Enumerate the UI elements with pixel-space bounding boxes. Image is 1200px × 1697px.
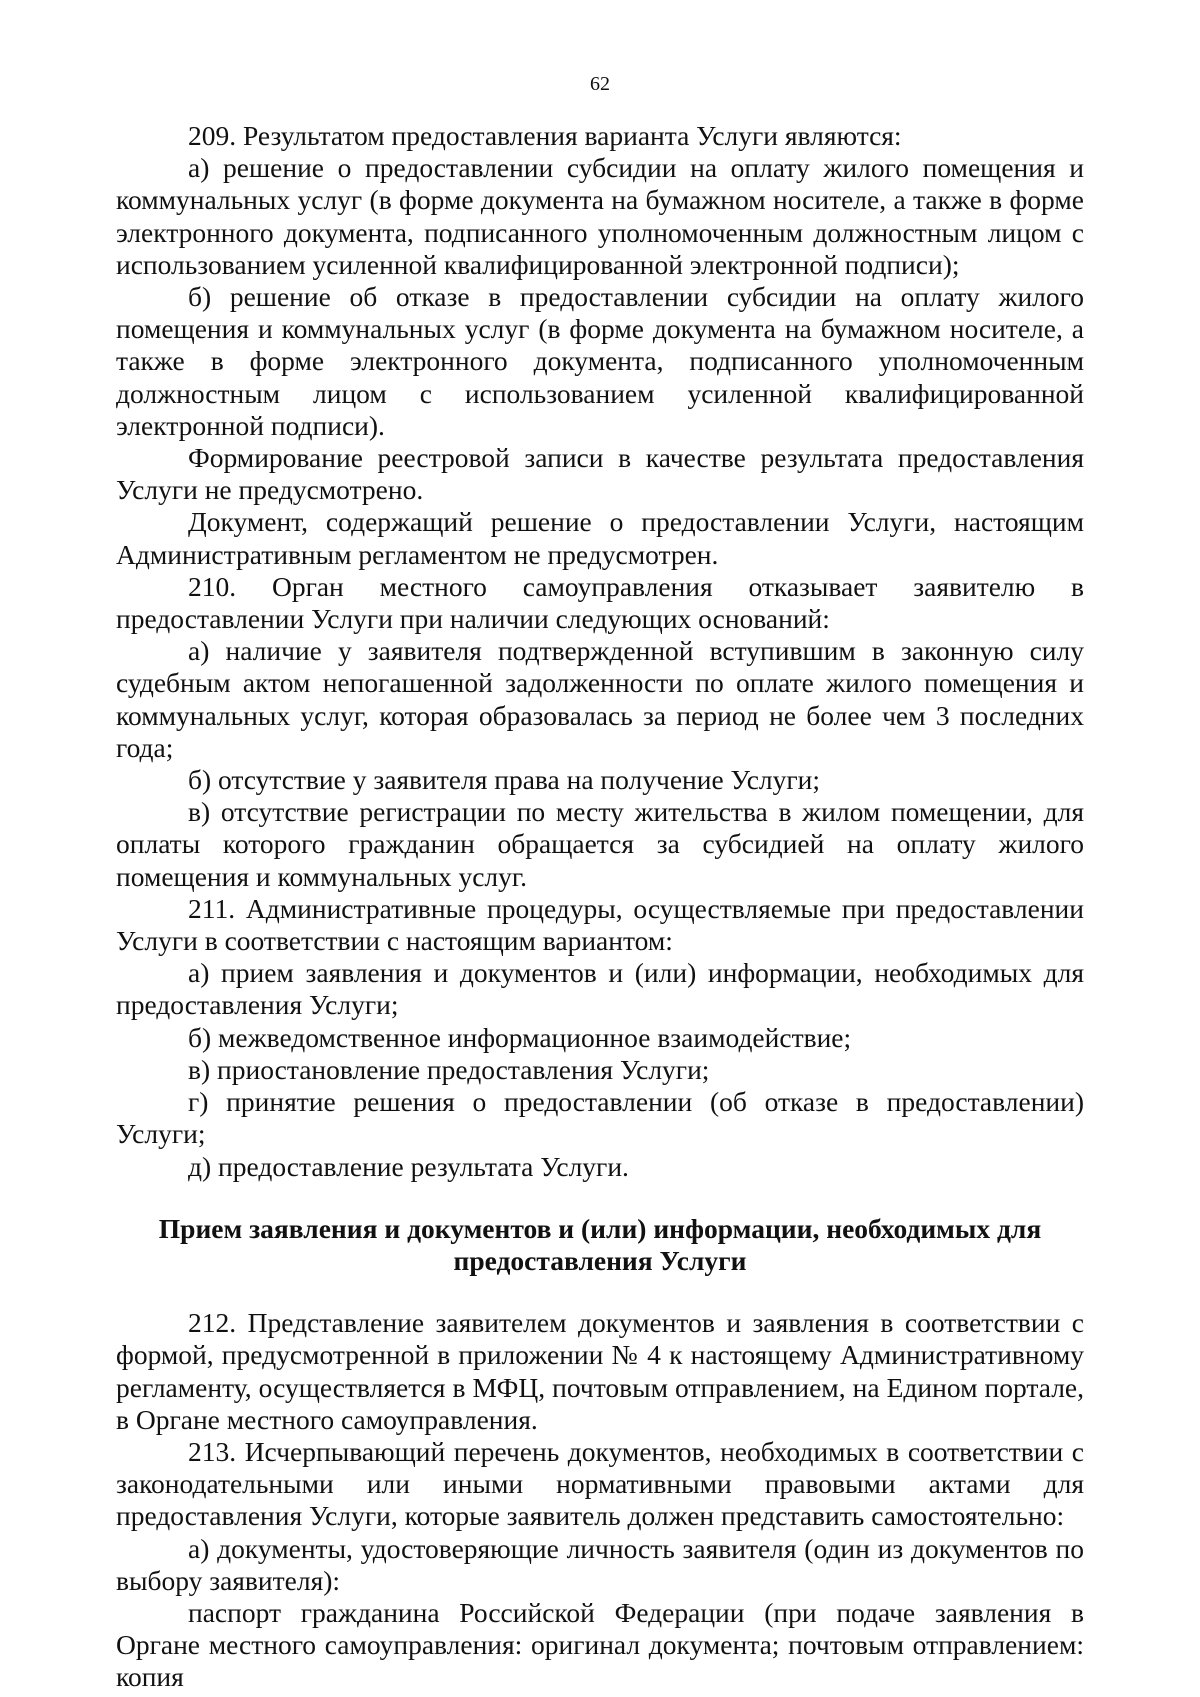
paragraph-registry-record: Формирование реестровой записи в качестве результата предоставления Услуги не предусмотрено.: [116, 442, 1084, 506]
section-heading: [116, 1213, 1084, 1277]
paragraph-passport: паспорт гражданина Российской Федерации (при подаче заявления в Органе местного самоуправления: оригинал документа; почтовым отправлением: копия: [116, 1596, 1084, 1693]
section-heading-line2: предоставления Услуги: [453, 1244, 747, 1276]
section-body: [116, 1307, 1084, 1693]
paragraph-213: 213. Исчерпывающий перечень документов, необходимых в соответствии с законодательными или иными нормативными правовыми актами для предоставления Услуги, которые заявитель должен представить самостоятельно:: [116, 1435, 1084, 1532]
paragraph-211-a: а) прием заявления и документов и (или) информации, необходимых для предоставления Услуги;: [116, 957, 1084, 1021]
paragraph-210-b: б) отсутствие у заявителя права на получение Услуги;: [188, 764, 821, 796]
paragraph-210: 210. Орган местного самоуправления отказывает заявителю в предоставлении Услуги при наличии следующих оснований:: [116, 570, 1084, 635]
section-heading-line1: Прием заявления и документов и (или) информации, необходимых для: [158, 1212, 1042, 1244]
paragraph-210-v: в) отсутствие регистрации по месту жительства в жилом помещении, для оплаты которого гражданин обращается за субсидией на оплату жилого помещения и коммунальных услуг.: [116, 796, 1084, 892]
paragraph-211: 211. Административные процедуры, осуществляемые при предоставлении Услуги в соответствии с настоящим вариантом:: [116, 892, 1084, 957]
document-body: [116, 120, 1084, 1694]
paragraph-212: 212. Представление заявителем документов и заявления в соответствии с формой, предусмотренной в приложении № 4 к настоящему Административному регламенту, осуществляется в МФЦ, почтовым отправлением, на Едином портале, в Органе местного самоуправления.: [116, 1307, 1084, 1435]
paragraph-decision-document: Документ, содержащий решение о предоставлении Услуги, настоящим Административным регламентом не предусмотрен.: [116, 506, 1084, 570]
paragraph-209: 209. Результатом предоставления варианта Услуги являются:: [188, 120, 902, 151]
page-number: 62: [590, 73, 610, 95]
paragraph-209-a: а) решение о предоставлении субсидии на оплату жилого помещения и коммунальных услуг (в форме документа на бумажном носителе, а также в форме электронного документа, подписанного уполномоченным должностным лицом с использованием усиленной квалифицированной электронной подписи);: [116, 152, 1084, 280]
paragraph-211-v: в) приостановление предоставления Услуги;: [188, 1053, 710, 1085]
paragraph-211-d: д) предоставление результата Услуги.: [188, 1150, 629, 1182]
paragraph-211-b: б) межведомственное информационное взаимодействие;: [188, 1021, 852, 1053]
paragraph-210-a: а) наличие у заявителя подтвержденной вступившим в законную силу судебным актом непогашенной задолженности по оплате жилого помещения и коммунальных услуг, которая образовалась за период не более чем 3 последних года;: [116, 635, 1084, 763]
paragraph-213-a: а) документы, удостоверяющие личность заявителя (один из документов по выбору заявителя):: [116, 1532, 1084, 1596]
paragraph-211-g: г) принятие решения о предоставлении (об отказе в предоставлении) Услуги;: [116, 1086, 1084, 1150]
paragraph-209-b: б) решение об отказе в предоставлении субсидии на оплату жилого помещения и коммунальных услуг (в форме документа на бумажном носителе, а также в форме электронного документа, подписанного уполномоченным должностным лицом с использованием усиленной квалифицированной электронной подписи).: [116, 281, 1084, 441]
